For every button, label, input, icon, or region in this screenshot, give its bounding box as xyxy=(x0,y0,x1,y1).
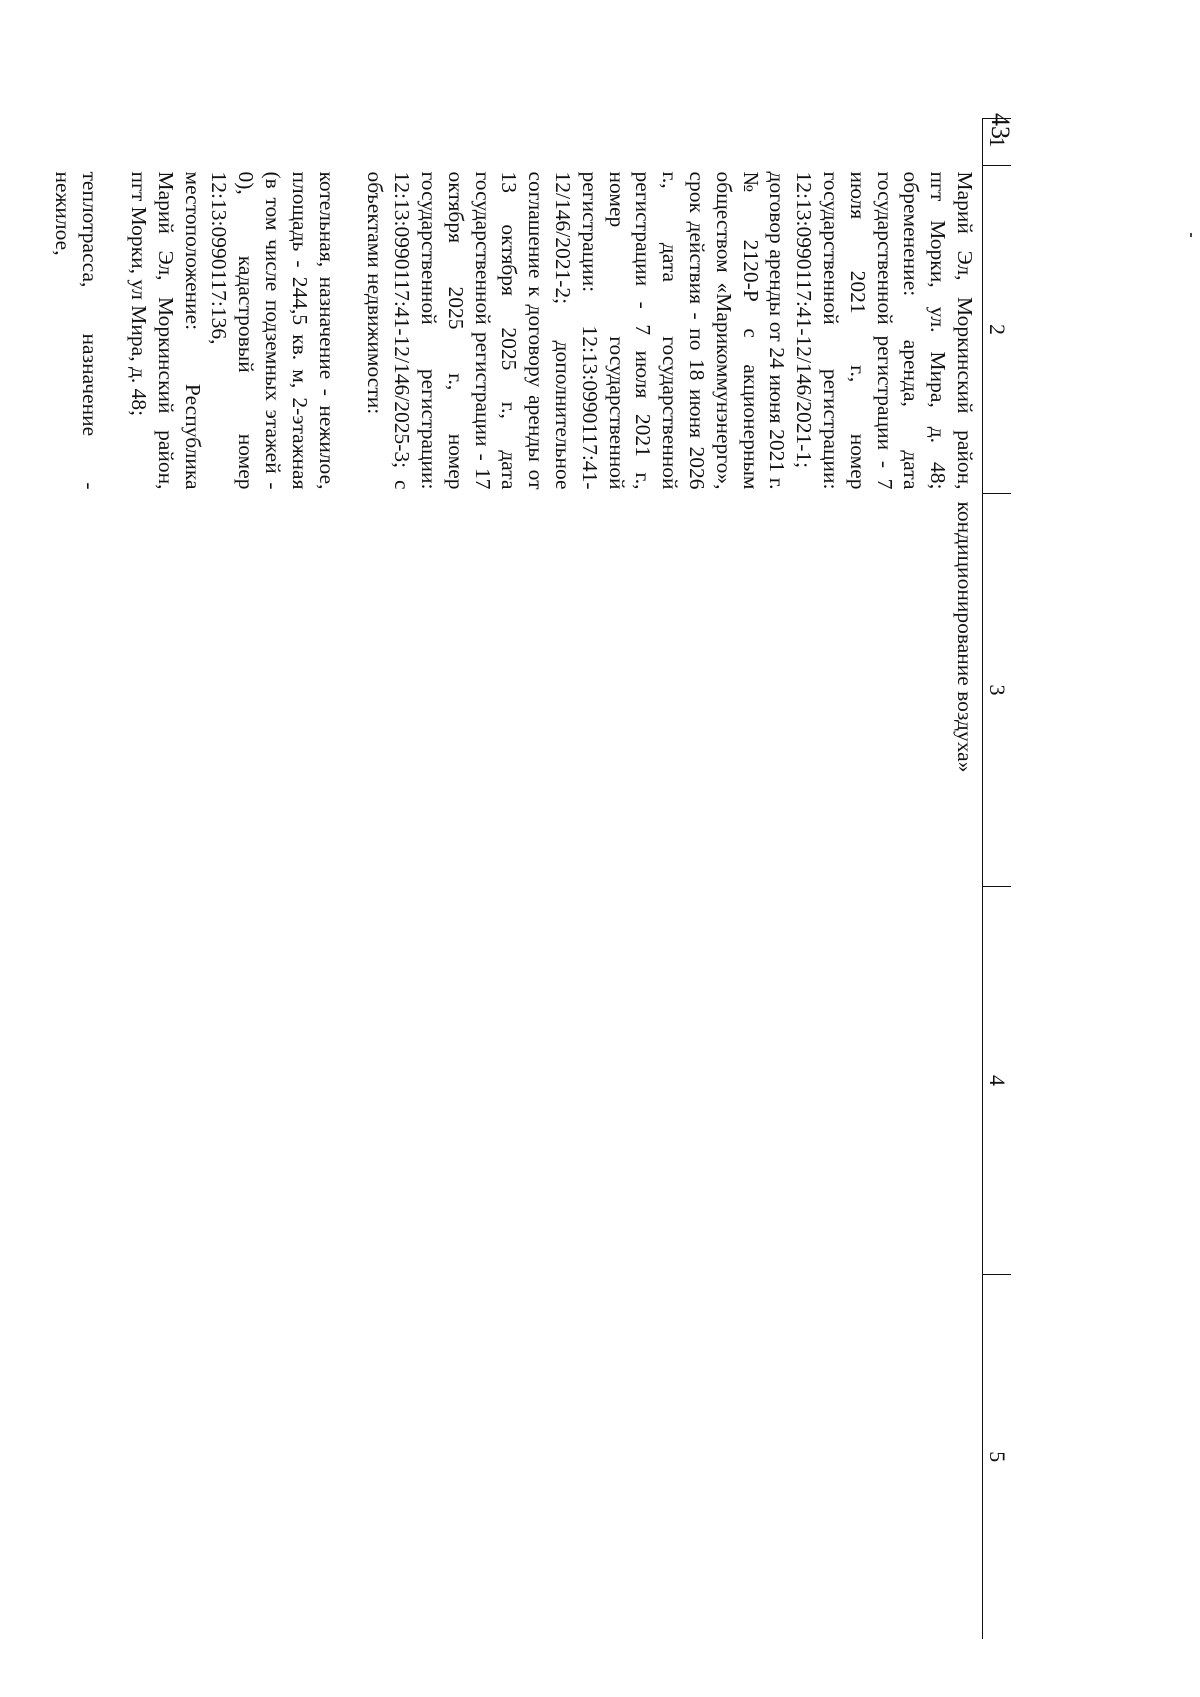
property-table xyxy=(50,118,1011,1639)
header-col-1: 1 xyxy=(983,119,1012,166)
page-number: 43 xyxy=(986,113,1015,139)
header-col-2: 2 xyxy=(983,166,1012,494)
scan-speck xyxy=(1190,233,1192,237)
cell-col-5 xyxy=(50,1275,983,1639)
cell-col-2 xyxy=(50,166,983,494)
cell-col-4 xyxy=(50,887,983,1275)
cell-col-3 xyxy=(50,494,983,887)
header-col-4: 4 xyxy=(983,887,1012,1275)
content-row xyxy=(50,119,983,1639)
header-col-5: 5 xyxy=(983,1275,1012,1639)
header-col-3: 3 xyxy=(983,494,1012,887)
col2-paragraph-2: котельная, назначение - нежилое, площадь - 244,5 кв. м, 2-этажная (в том числе подземных этажей - 0), кадастровый номер 12:13:0990117:136, местоположение: Республика Марий Эл, Моркинский район, пгт Морки, ул Мира, д. 48; xyxy=(127,171,339,490)
col2-paragraph-1: Марий Эл, Моркинский район, пгт Морки, ул. Мира, д. 48; обременение: аренда, дата государственной регистрации - 7 июля 2021 г., номер государственной регистрации: 12:13:0990117:41-12/146/2021-1; договор аренды от 24 июня 2021 г. № 2120-Р с акционерным обществом «Марикоммунэнерго», срок действия - по 18 июня 2026 г., дата государственной регистрации - 7 июля 2021 г., номер государственной регистрации: 12:13:0990117:41-12/146/2021-2; дополнительное соглашение к договору аренды от 13 октября 2025 г., дата государственной регистрации - 17 октября 2025 г., номер государственной регистрации: 12:13:0990117:41-12/146/2025-3; с объектами недвижимости: xyxy=(363,171,977,490)
col2-paragraph-3: теплотрасса, назначение - нежилое, xyxy=(51,171,103,490)
cell-col-1 xyxy=(50,119,983,166)
rotated-table-container xyxy=(51,118,1011,1638)
col3-text: кондиционирование воздуха» xyxy=(953,501,977,773)
header-row xyxy=(983,119,1012,1639)
